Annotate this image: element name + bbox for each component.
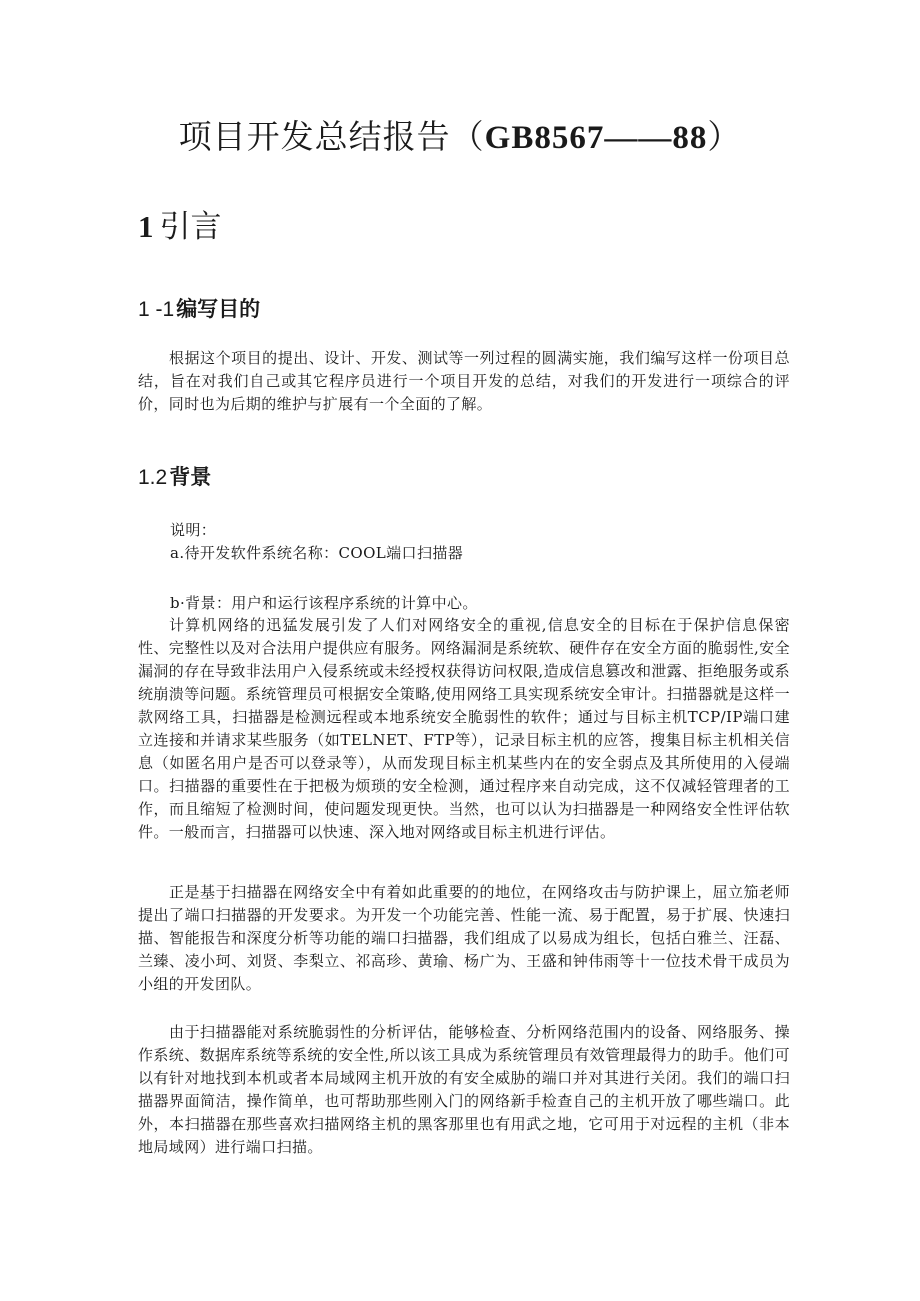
background-paragraph-1: 计算机网络的迅猛发展引发了人们对网络安全的重视,信息安全的目标在于保护信息保密性、完整性以及对合法用户提供应有服务。网络漏洞是系统软、硬件存在安全方面的脆弱性,安全漏洞的存在导致非法用户入侵系统或未经授权获得访问权限,造成信息篡改和泄露、拒绝服务或系统崩溃等问题。系统管理员可根据安全策略,使用网络工具实现系统安全审计。扫描器就是这样一款网络工具，扫描器是检测远程或本地系统安全脆弱性的软件；通过与目标主机TCP/IP端口建立连接和并请求某些服务（如TELNET、FTP等），记录目标主机的应答，搜集目标主机相关信息（如匿名用户是否可以登录等），从而发现目标主机某些内在的安全弱点及其所使用的入侵端口。扫描器的重要性在于把极为烦琐的安全检测，通过程序来自动完成，这不仅减轻管理者的工作，而且缩短了检测时间，使问题发现更快。当然，也可以认为扫描器是一种网络安全性评估软件。一般而言，扫描器可以快速、深入地对网络或目标主机进行评估。 [138,616,790,841]
note-label: 说明： [170,521,217,539]
section-1-1-title: 编写目的 [176,298,261,321]
section-1-1-number: 1 -1 [138,298,175,321]
document-title-standard-code: GB8567——88 [484,120,708,156]
background-paragraph-3: 由于扫描器能对系统脆弱性的分析评估，能够检查、分析网络范围内的设备、网络服务、操作系统、数据库系统等系统的安全性,所以该工具成为系统管理员有效管理最得力的助手。他们可以有针对地找到本机或者本局域网主机开放的有安全威胁的端口并对其进行关闭。我们的端口扫描器界面简洁，操作简单，也可帮助那些刚入门的网络新手检查自己的主机开放了哪些端口。此外，本扫描器在那些喜欢扫描网络主机的黑客那里也有用武之地，它可用于对远程的主机（非本地局域网）进行端口扫描。 [138,1023,790,1156]
section-1-2-title: 背景 [169,466,212,489]
document-title [0,112,920,163]
section-1-number: 1 [138,209,154,244]
item-a-software-name: a.待开发软件系统名称：COOL端口扫描器 [170,544,464,562]
section-1-2-number: 1.2 [138,466,168,489]
section-1-2-heading [138,463,211,493]
document-title-text: 项目开发总结报告（ [178,117,485,156]
section-1-1-heading [138,295,260,325]
background-paragraph-2: 正是基于扫描器在网络安全中有着如此重要的的地位，在网络攻击与防护课上，屈立笳老师提出了端口扫描器的开发要求。为开发一个功能完善、性能一流、易于配置，易于扩展、快速扫描、智能报告和深度分析等功能的端口扫描器，我们组成了以易成为组长，包括白雅兰、汪磊、兰臻、凌小珂、刘贤、李梨立、祁高珍、黄瑜、杨广为、王盛和钟伟雨等十一位技术骨干成员为小组的开发团队。 [138,883,790,993]
purpose-paragraph: 根据这个项目的提出、设计、开发、测试等一列过程的圆满实施，我们编写这样一份项目总结，旨在对我们自己或其它程序员进行一个项目开发的总结，对我们的开发进行一项综合的评价，同时也为后期的维护与扩展有一个全面的了解。 [138,349,790,413]
document-title-close: ） [707,117,742,156]
section-1-title: 引言 [159,209,222,245]
item-b-background: b·背景：用户和运行该程序系统的计算中心。 [170,594,478,612]
section-1-heading [138,205,222,249]
